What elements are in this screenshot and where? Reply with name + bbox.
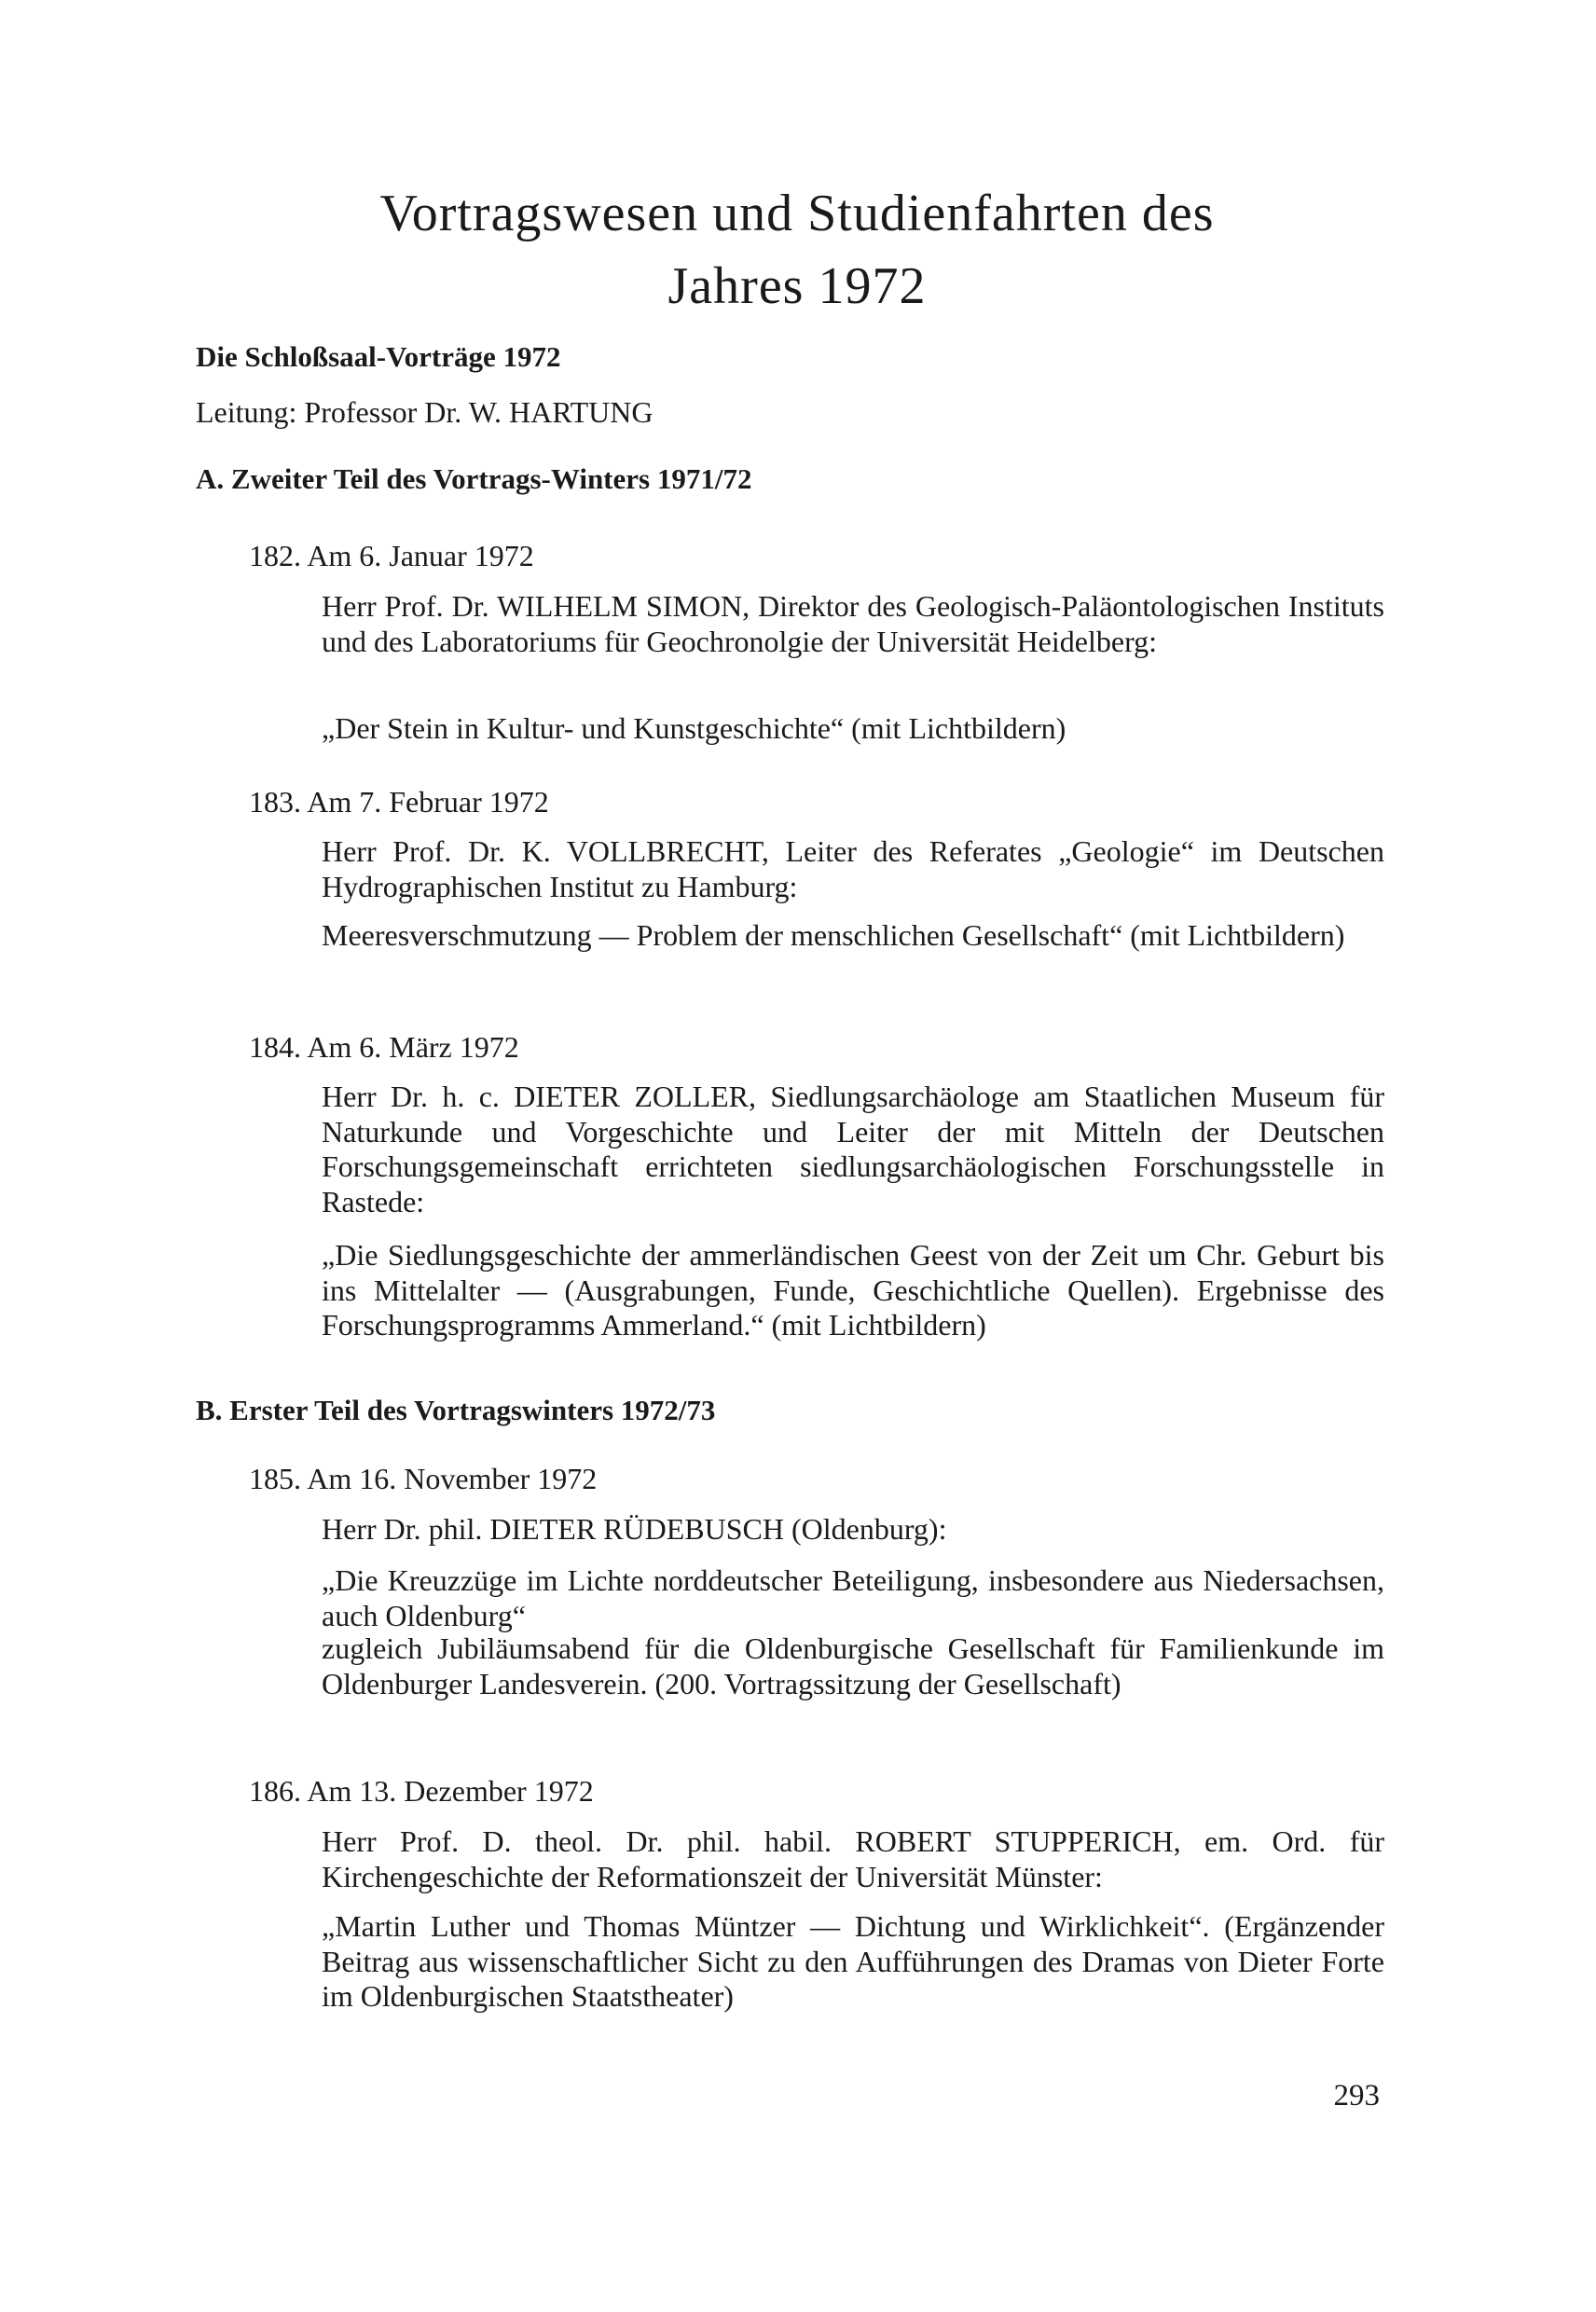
entry-186-topic: „Martin Luther und Thomas Müntzer — Dichtung und Wirklichkeit“. (Ergänzender Beitrag aus wissenschaftlicher Sicht zu den Aufführungen des Dramas von Dieter Forte im Oldenburgischen Staatstheater) — [322, 1909, 1384, 2013]
page-number: 293 — [1333, 2079, 1380, 2112]
title-line-1: Vortragswesen und Studienfahrten des — [379, 185, 1215, 242]
entry-186-speaker: Herr Prof. D. theol. Dr. phil. habil. ROBERT STUPPERICH, em. Ord. für Kirchengeschichte der Reformationszeit der Universität Münster: — [322, 1824, 1384, 1893]
entry-185-heading: 185. Am 16. November 1972 — [249, 1462, 598, 1495]
entry-185-speaker: Herr Dr. phil. DIETER RÜDEBUSCH (Oldenburg): — [322, 1512, 947, 1546]
entry-183-speaker: Herr Prof. Dr. K. VOLLBRECHT, Leiter des Referates „Geologie“ im Deutschen Hydrographischen Institut zu Hamburg: — [322, 834, 1384, 903]
section-a-heading: A. Zweiter Teil des Vortrags-Winters 1971/72 — [196, 462, 752, 495]
subheading: Die Schloßsaal-Vorträge 1972 — [196, 340, 561, 373]
leitung-line: Leitung: Professor Dr. W. HARTUNG — [196, 395, 654, 429]
entry-184-heading: 184. Am 6. März 1972 — [249, 1030, 519, 1064]
entry-182-heading: 182. Am 6. Januar 1972 — [249, 539, 534, 572]
entry-183-topic: Meeresverschmutzung — Problem der menschlichen Gesellschaft“ (mit Lichtbildern) — [322, 918, 1345, 952]
entry-184-speaker: Herr Dr. h. c. DIETER ZOLLER, Siedlungsarchäologe am Staatlichen Museum für Naturkunde und Vorgeschichte und Leiter der mit Mitteln der Deutschen Forschungsgemeinschaft errichteten siedlungsarchäologischen Forschungsstelle in Rastede: — [322, 1080, 1384, 1218]
title-line-2: Jahres 1972 — [667, 257, 927, 315]
page-title — [196, 177, 1398, 323]
entry-185-note: zugleich Jubiläumsabend für die Oldenburgische Gesellschaft für Familienkunde im Oldenburger Landesverein. (200. Vortragssitzung der Gesellschaft) — [322, 1631, 1384, 1700]
entry-186-heading: 186. Am 13. Dezember 1972 — [249, 1774, 594, 1808]
entry-182-topic: „Der Stein in Kultur- und Kunstgeschichte“ (mit Lichtbildern) — [322, 711, 1066, 745]
section-b-heading: B. Erster Teil des Vortragswinters 1972/73 — [196, 1394, 716, 1426]
entry-185-topic: „Die Kreuzzüge im Lichte norddeutscher Beteiligung, insbesondere aus Niedersachsen, auch Oldenburg“ — [322, 1563, 1384, 1632]
entry-182-speaker: Herr Prof. Dr. WILHELM SIMON, Direktor des Geologisch-Paläontologischen Instituts und des Laboratoriums für Geochronolgie der Universität Heidelberg: — [322, 589, 1384, 658]
entry-184-topic: „Die Siedlungsgeschichte der ammerländischen Geest von der Zeit um Chr. Geburt bis ins Mittelalter — (Ausgrabungen, Funde, Geschichtliche Quellen). Ergebnisse des Forschungsprogramms Ammerland.“ (mit Lichtbildern) — [322, 1238, 1384, 1342]
entry-183-heading: 183. Am 7. Februar 1972 — [249, 785, 549, 819]
